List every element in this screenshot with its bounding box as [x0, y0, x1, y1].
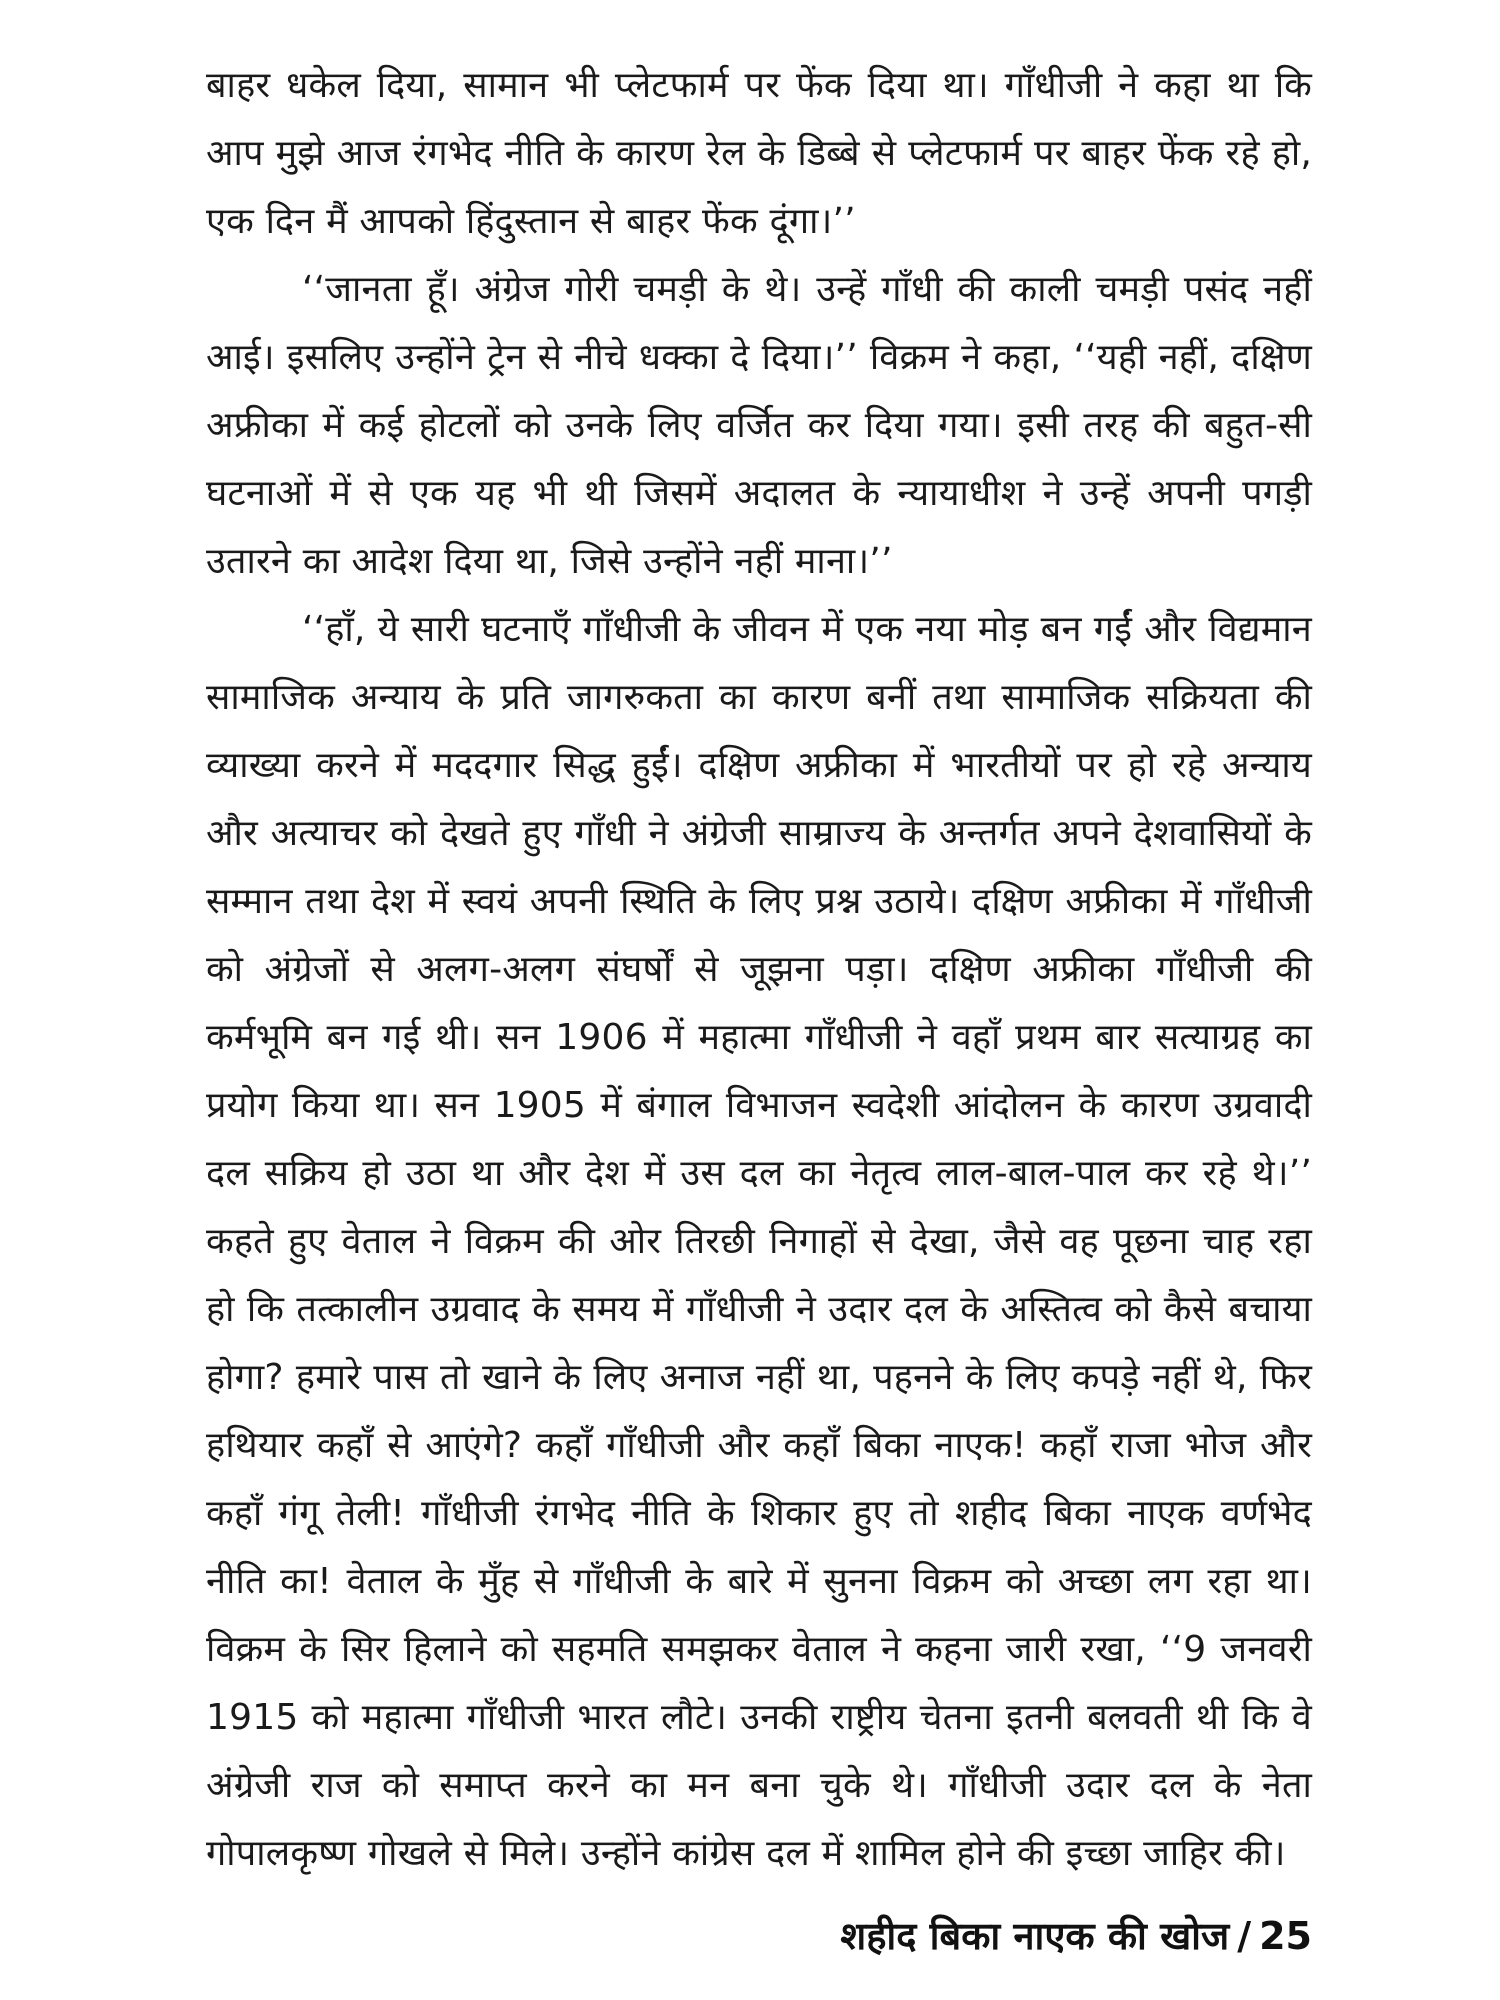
page-body	[206, 52, 1312, 1888]
footer-separator: /	[1237, 1914, 1252, 1958]
page-number: 25	[1259, 1914, 1312, 1958]
running-footer	[840, 1912, 1312, 1960]
footer-book-title: शहीद बिका नाएक की खोज	[840, 1914, 1230, 1958]
paragraph-3: ‘‘हाँ, ये सारी घटनाएँ गाँधीजी के जीवन में एक नया मोड़ बन गईं और विद्यमान सामाजिक अन्याय के प्रति जागरुकता का कारण बनीं तथा सामाजिक सक्रियता की व्याख्या करने में मददगार सिद्ध हुईं। दक्षिण अफ्रीका में भारतीयों पर हो रहे अन्याय और अत्याचर को देखते हुए गाँधी ने अंग्रेजी साम्राज्य के अन्तर्गत अपने देशवासियों के सम्मान तथा देश में स्वयं अपनी स्थिति के लिए प्रश्न उठाये। दक्षिण अफ्रीका में गाँधीजी को अंग्रेजों से अलग-अलग संघर्षों से जूझना पड़ा। दक्षिण अफ्रीका गाँधीजी की कर्मभूमि बन गई थी। सन 1906 में महात्मा गाँधीजी ने वहाँ प्रथम बार सत्याग्रह का प्रयोग किया था। सन 1905 में बंगाल विभाजन स्वदेशी आंदोलन के कारण उग्रवादी दल सक्रिय हो उठा था और देश में उस दल का नेतृत्व लाल-बाल-पाल कर रहे थे।’’ कहते हुए वेताल ने विक्रम की ओर तिरछी निगाहों से देखा, जैसे वह पूछना चाह रहा हो कि तत्कालीन उग्रवाद के समय में गाँधीजी ने उदार दल के अस्तित्व को कैसे बचाया होगा? हमारे पास तो खाने के लिए अनाज नहीं था, पहनने के लिए कपड़े नहीं थे, फिर हथियार कहाँ से आएंगे? कहाँ गाँधीजी और कहाँ बिका नाएक! कहाँ राजा भोज और कहाँ गंगू तेली! गाँधीजी रंगभेद नीति के शिकार हुए तो शहीद बिका नाएक वर्णभेद नीति का! वेताल के मुँह से गाँधीजी के बारे में सुनना विक्रम को अच्छा लग रहा था। विक्रम के सिर हिलाने को सहमति समझकर वेताल ने कहना जारी रखा, ‘‘9 जनवरी 1915 को महात्मा गाँधीजी भारत लौटे। उनकी राष्ट्रीय चेतना इतनी बलवती थी कि वे अंग्रेजी राज को समाप्त करने का मन बना चुके थे। गाँधीजी उदार दल के नेता गोपालकृष्ण गोखले से मिले। उन्होंने कांग्रेस दल में शामिल होने की इच्छा जाहिर की।	[206, 609, 1312, 1874]
paragraph-2: ‘‘जानता हूँ। अंग्रेज गोरी चमड़ी के थे। उन्हें गाँधी की काली चमड़ी पसंद नहीं आई। इसलिए उन्होंने ट्रेन से नीचे धक्का दे दिया।’’ विक्रम ने कहा, ‘‘यही नहीं, दक्षिण अफ्रीका में कई होटलों को उनके लिए वर्जित कर दिया गया। इसी तरह की बहुत-सी घटनाओं में से एक यह भी थी जिसमें अदालत के न्यायाधीश ने उन्हें अपनी पगड़ी उतारने का आदेश दिया था, जिसे उन्होंने नहीं माना।’’	[206, 269, 1312, 582]
paragraph-1: बाहर धकेल दिया, सामान भी प्लेटफार्म पर फेंक दिया था। गाँधीजी ने कहा था कि आप मुझे आज रंगभेद नीति के कारण रेल के डिब्बे से प्लेटफार्म पर बाहर फेंक रहे हो, एक दिन मैं आपको हिंदुस्तान से बाहर फेंक दूंगा।’’	[206, 65, 1312, 242]
